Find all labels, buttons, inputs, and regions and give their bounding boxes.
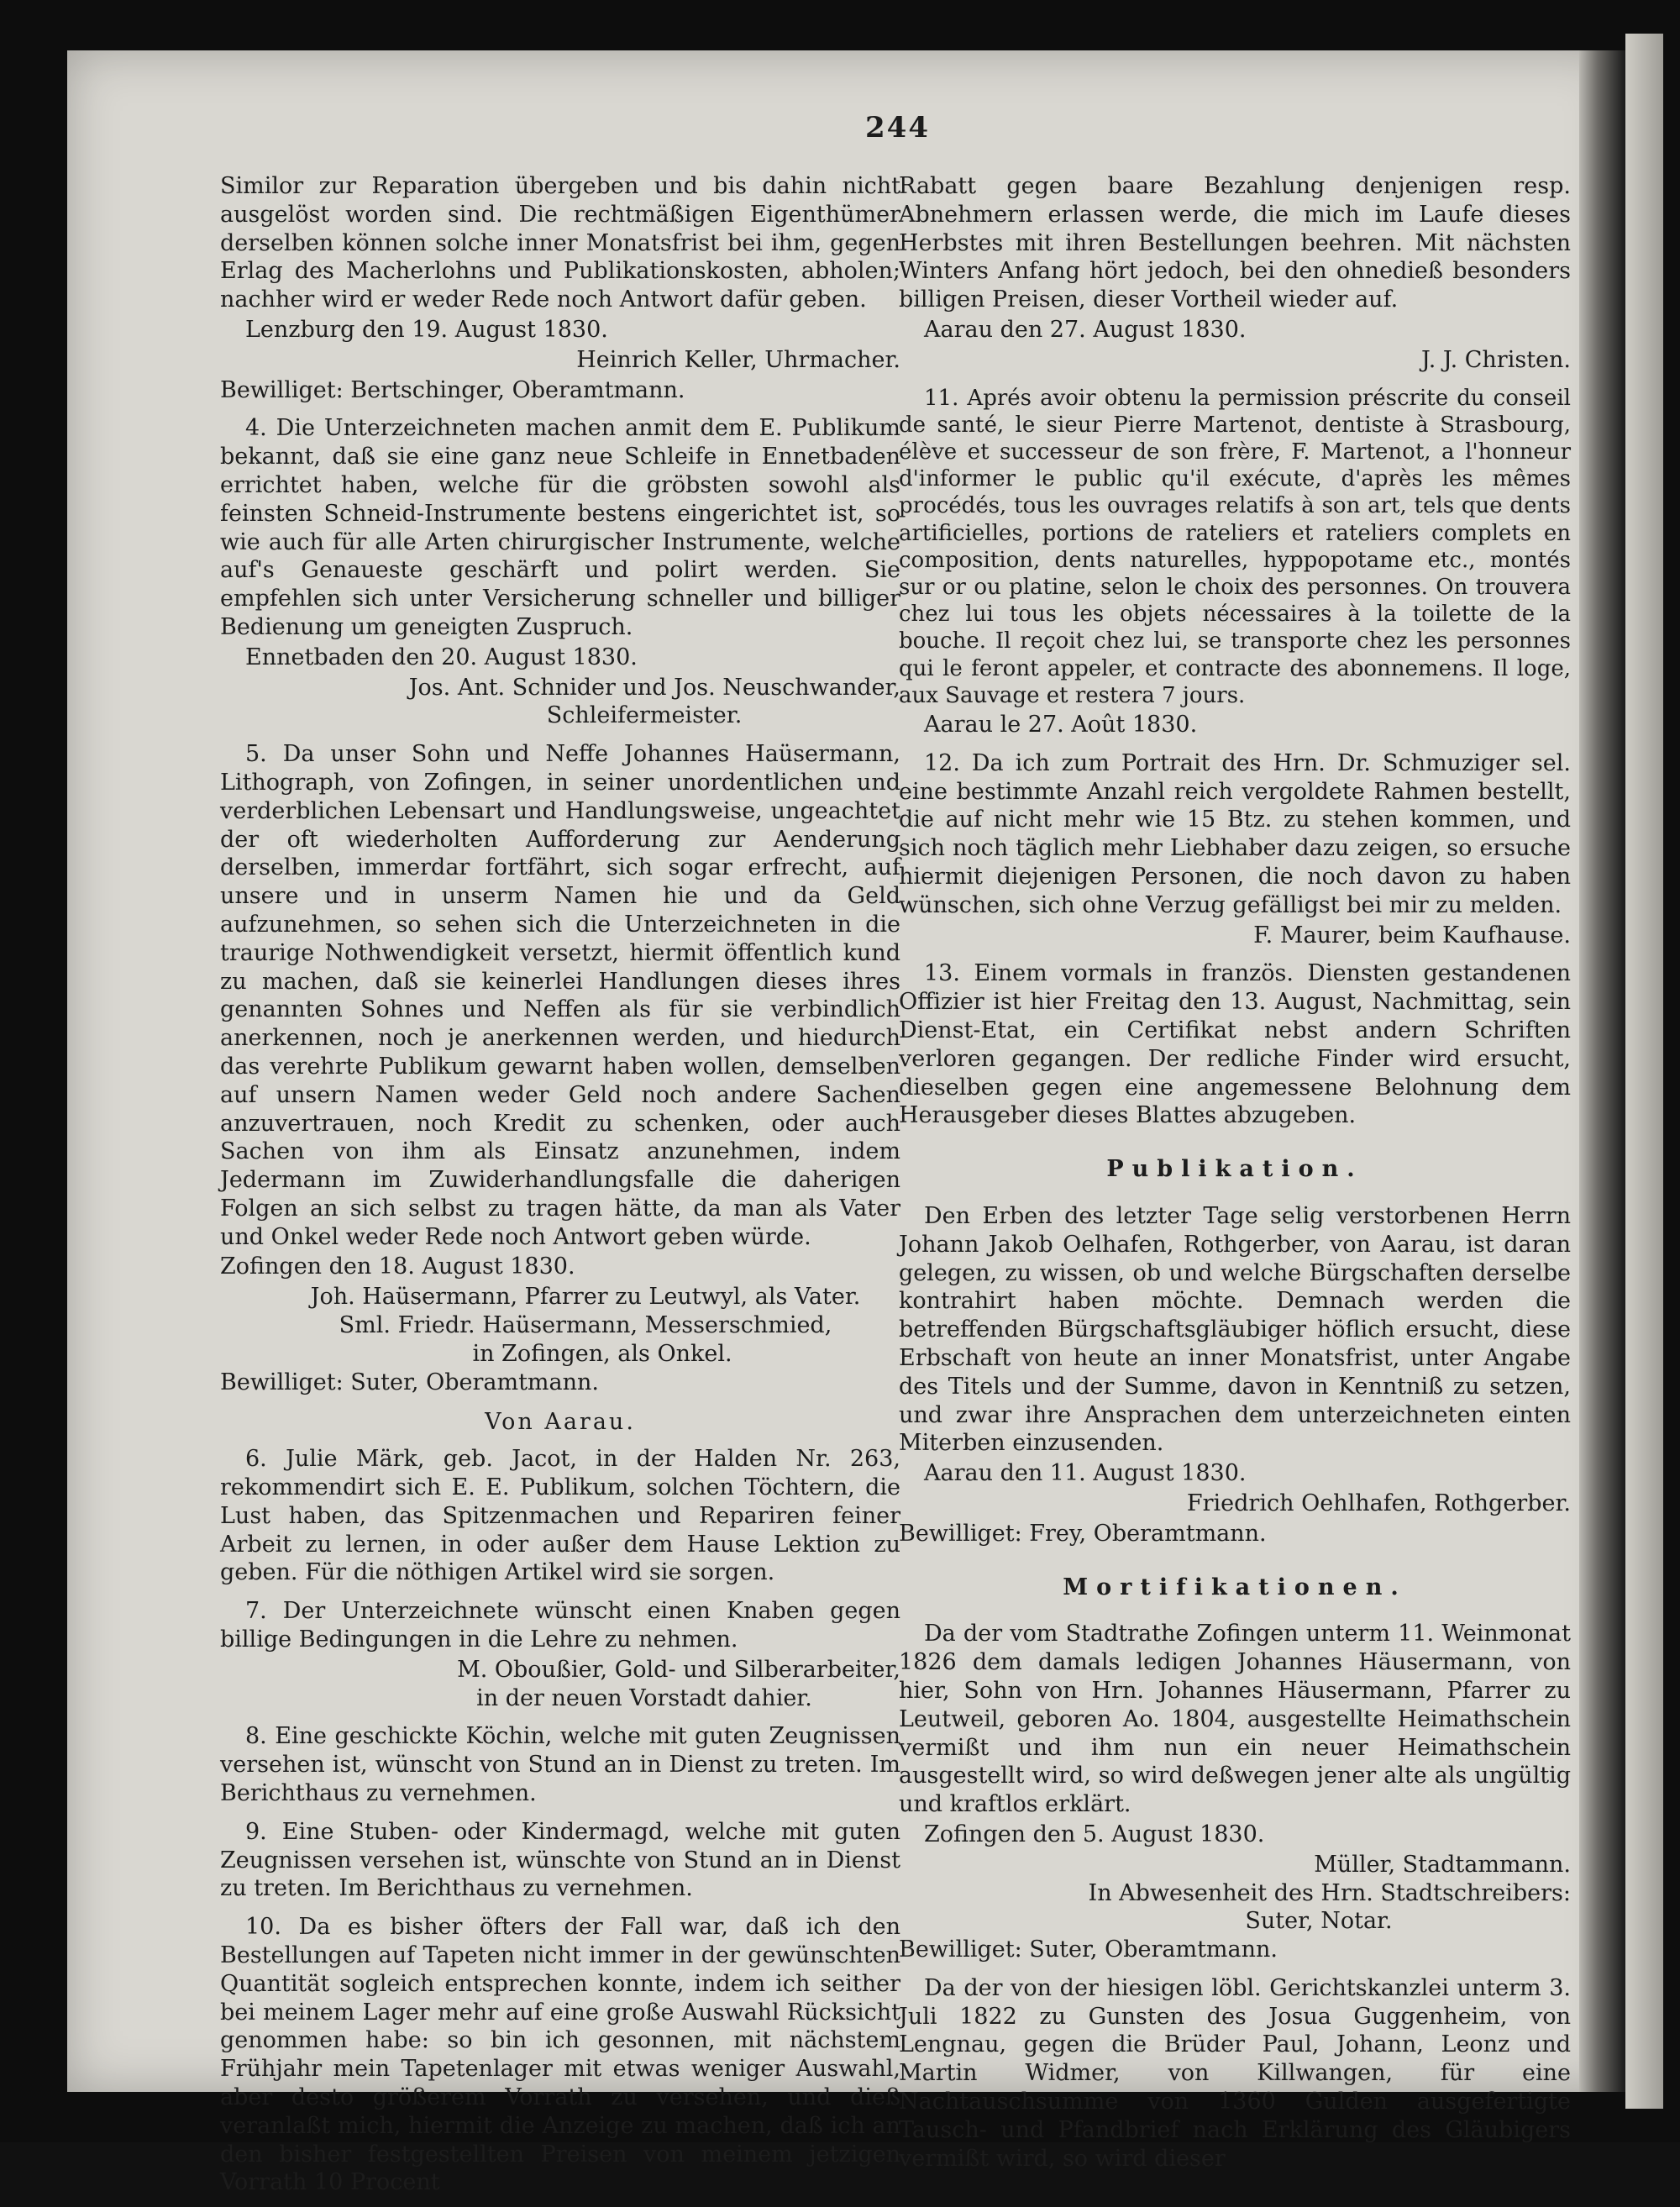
signature: Jos. Ant. Schnider und Jos. Neuschwander, — [408, 674, 900, 701]
left-column — [220, 172, 900, 2207]
dateline: Zofingen den 5. August 1830. — [924, 1821, 1265, 1847]
right-column — [899, 172, 1571, 2183]
approval-line: Bewilliget: Suter, Oberamtmann. — [220, 1369, 599, 1395]
approval-line: Bewilliget: Bertschinger, Oberamtmann. — [220, 376, 685, 403]
notice-11: 11. Aprés avoir obtenu la permission préscrite du conseil de santé, le sieur Pierre Martenot, dentiste à Strasbourg, élève et successeur de son frère, F. Martenot, a l'honneur d'informer le public qu'il exécute, d'après les mêmes procédés, tous les ouvrages relatifs à son art, tels que dents artificielles, portions de rateliers et rateliers complets en composition, dents naturelles, hyppopotame etc., montés sur or ou platine, selon le choix des personnes. On trouvera chez lui tous les objets nécessaires à la toilette de la bouche. Il reçoit chez lui, se transporte chez les personnes qui le feront appeler, et contracte des abonnemens. Il loge, aux Sauvage et restera 7 jours. — [899, 385, 1571, 708]
signature: Suter, Notar. — [1245, 1908, 1393, 1935]
page-number: 244 — [865, 111, 930, 145]
signature: M. Oboußier, Gold- und Silberarbeiter, — [457, 1656, 900, 1683]
notice-8: 8. Eine geschickte Köchin, welche mit guten Zeugnissen versehen ist, wünscht von Stund an in Dienst zu treten. Im Berichthaus zu vernehmen. — [220, 1723, 900, 1807]
notice-stadtrath: Da der vom Stadtrathe Zofingen unterm 11. Weinmonat 1826 dem damals ledigen Johannes Häusermann, von hier, Sohn von Hrn. Johannes Häusermann, Pfarrer zu Leutweil, geboren Ao. 1804, ausgestellte Heimathschein vermißt und ihm nun ein neuer Heimathschein ausgestellt wird, so wird deßwegen jener alte als ungültig und kraftlos erklärt. — [899, 1621, 1571, 1818]
signature: in der neuen Vorstadt dahier. — [476, 1684, 812, 1711]
signature: J. J. Christen. — [1420, 346, 1571, 373]
notice-6: 6. Julie Märk, geb. Jacot, in der Halden Nr. 263, rekommendirt sich E. E. Publikum, solchen Töchtern, die Lust haben, das Spitzenmachen und Repariren feiner Arbeit zu lernen, in oder außer dem Hause Lektion zu geben. Für die nöthigen Artikel wird sie sorgen. — [220, 1446, 900, 1586]
notice-erben: Den Erben des letzter Tage selig verstorbenen Herrn Johann Jakob Oelhafen, Rothgerber, von Aarau, ist daran gelegen, zu wissen, ob und welche Bürgschaften derselbe kontrahirt haben möchte. Demnach werden die betreffenden Bürgschaftsgläubiger höflich ersucht, diese Erbschaft von heute an inner Monatsfrist, unter Angabe des Titels und der Summe, davon in Kenntniß zu setzen, und zwar ihre Ansprachen dem unterzeichneten einten Miterben einzusenden. — [899, 1202, 1571, 1457]
notice-10: 10. Da es bisher öfters der Fall war, daß ich den Bestellungen auf Tapeten nicht immer in der gewünschten Quantität sogleich entsprechen konnte, indem ich seither bei meinem Lager mehr auf eine große Auswahl Rücksicht genommen habe: so bin ich gesonnen, mit nächstem Frühjahr mein Tapetenlager mit etwas weniger Auswahl, aber desto größerem Vorrath zu versehen, und dieß veranlaßt mich, hiermit die Anzeige zu machen, daß ich an den bisher festgestellten Preisen von meinem jetzigen Vorrath 10 Procent — [220, 1914, 900, 2196]
section-heading-publikation: Publikation. — [1106, 1156, 1363, 1183]
signature: F. Maurer, beim Kaufhause. — [1253, 922, 1571, 948]
signature-title: Schleifermeister. — [546, 702, 743, 729]
next-page-edge — [1625, 34, 1663, 2109]
notice-10-continued: Rabatt gegen baare Bezahlung denjenigen resp. Abnehmern erlassen werde, die mich im Laufe dieses Herbstes mit ihren Bestellungen beehren. Mit nächsten Winters Anfang hört jedoch, bei den ohnedieß besonders billigen Preisen, dieser Vortheil wieder auf. — [899, 173, 1571, 313]
signature: Müller, Stadtammann. — [1314, 1851, 1571, 1878]
page-fold-shadow — [1579, 50, 1625, 2092]
notice-7: 7. Der Unterzeichnete wünscht einen Knaben gegen billige Bedingungen in die Lehre zu nehmen. — [220, 1598, 900, 1653]
dateline: Aarau den 27. August 1830. — [924, 316, 1247, 343]
dateline: Ennetbaden den 20. August 1830. — [245, 644, 638, 670]
notice-13: 13. Einem vormals in französ. Diensten gestandenen Offizier ist hier Freitag den 13. August, Nachmittag, sein Dienst-Etat, ein Certifikat nebst andern Schriften verloren gegangen. Der redliche Finder wird ersucht, dieselben gegen eine angemessene Belohnung dem Herausgeber dieses Blattes abzugeben. — [899, 960, 1571, 1129]
signature: In Abwesenheit des Hrn. Stadtschreibers: — [1088, 1879, 1571, 1906]
notice-gerichtskanzlei: Da der von der hiesigen löbl. Gerichtskanzlei unterm 3. Juli 1822 zu Gunsten des Josua Guggenheim, von Lengnau, gegen die Brüder Paul, Johann, Leonz und Martin Widmer, von Killwangen, für eine Nachtauschsumme von 1360 Gulden ausgefertigte Tausch- und Pfandbrief nach Erklärung des Gläubigers vermißt wird, so wird dieser — [899, 1974, 1571, 2172]
notice-9: 9. Eine Stuben- oder Kindermagd, welche mit guten Zeugnissen versehen ist, wünschte von Stund an in Dienst zu treten. Im Berichthaus zu vernehmen. — [220, 1818, 900, 1902]
dateline: Lenzburg den 19. August 1830. — [245, 316, 608, 343]
approval-line: Bewilliget: Frey, Oberamtmann. — [899, 1520, 1267, 1547]
notice-4: 4. Die Unterzeichneten machen anmit dem E. Publikum bekannt, daß sie eine ganz neue Schleife in Ennetbaden errichtet haben, welche für die gröbsten sowohl als feinsten Schneid-Instrumente bestens eingerichtet ist, so wie auch für alle Arten chirurgischer Instrumente, welche auf's Genaueste geschärft und polirt werden. Sie empfehlen sich unter Versicherung schneller und billiger Bedienung um geneigten Zuspruch. — [220, 415, 900, 640]
signature: Friedrich Oehlhafen, Rothgerber. — [1186, 1490, 1571, 1516]
signature: in Zofingen, als Onkel. — [472, 1340, 732, 1367]
notice-12: 12. Da ich zum Portrait des Hrn. Dr. Schmuziger sel. eine bestimmte Anzahl reich vergoldete Rahmen bestellt, die auf nicht mehr wie 15 Btz. zu stehen kommen, und sich noch täglich mehr Liebhaber dazu zeigen, so ersuche hiermit diejenigen Personen, die noch davon zu haben wünschen, sich ohne Verzug gefälligst bei mir zu melden. — [899, 749, 1571, 918]
signature: Sml. Friedr. Haüsermann, Messerschmied, — [339, 1312, 832, 1339]
section-heading-mortifikationen: Mortifikationen. — [1063, 1574, 1407, 1600]
notice-5: 5. Da unser Sohn und Neffe Johannes Haüsermann, Lithograph, von Zofingen, in seiner unordentlichen und verderblichen Lebensart und Handlungsweise, ungeachtet der oft wiederholten Aufforderung zur Aenderung derselben, immerdar fortfährt, sich sogar erfrecht, auf unsere und in unserm Namen hie und da Geld aufzunehmen, so sehen sich die Unterzeichneten in die traurige Nothwendigkeit versetzt, hiermit öffentlich kund zu machen, daß sie keinerlei Handlungen dieses ihres genannten Sohnes und Neffen als für sie verbindlich anerkennen, noch je anerkennen werden, und hiedurch das verehrte Publikum gewarnt haben wollen, demselben auf unsern Namen weder Geld noch andere Sachen anzuvertrauen, noch Kredit zu schenken, oder auch Sachen von ihm als Einsatz anzunehmen, indem Jedermann im Zuwiderhandlungsfalle die daherigen Folgen an sich selbst zu tragen hätte, da man als Vater und Onkel weder Rede noch Antwort geben würde. — [220, 741, 900, 1250]
approval-line: Bewilliget: Suter, Oberamtmann. — [899, 1936, 1278, 1963]
dateline: Aarau den 11. August 1830. — [924, 1460, 1247, 1487]
signature: Joh. Haüsermann, Pfarrer zu Leutwyl, als Vater. — [310, 1284, 861, 1311]
section-heading: Von Aarau. — [485, 1409, 636, 1436]
signature: Heinrich Keller, Uhrmacher. — [576, 346, 900, 373]
notice-similor: Similor zur Reparation übergeben und bis dahin nicht ausgelöst worden sind. Die rechtmäßigen Eigenthümer derselben können solche inner Monatsfrist bei ihm, gegen Erlag des Macherlohns und Publikationskosten, abholen; nachher wird er weder Rede noch Antwort dafür geben. — [220, 173, 900, 313]
dateline: Aarau le 27. Août 1830. — [924, 712, 1198, 738]
dateline: Zofingen den 18. August 1830. — [220, 1253, 575, 1280]
